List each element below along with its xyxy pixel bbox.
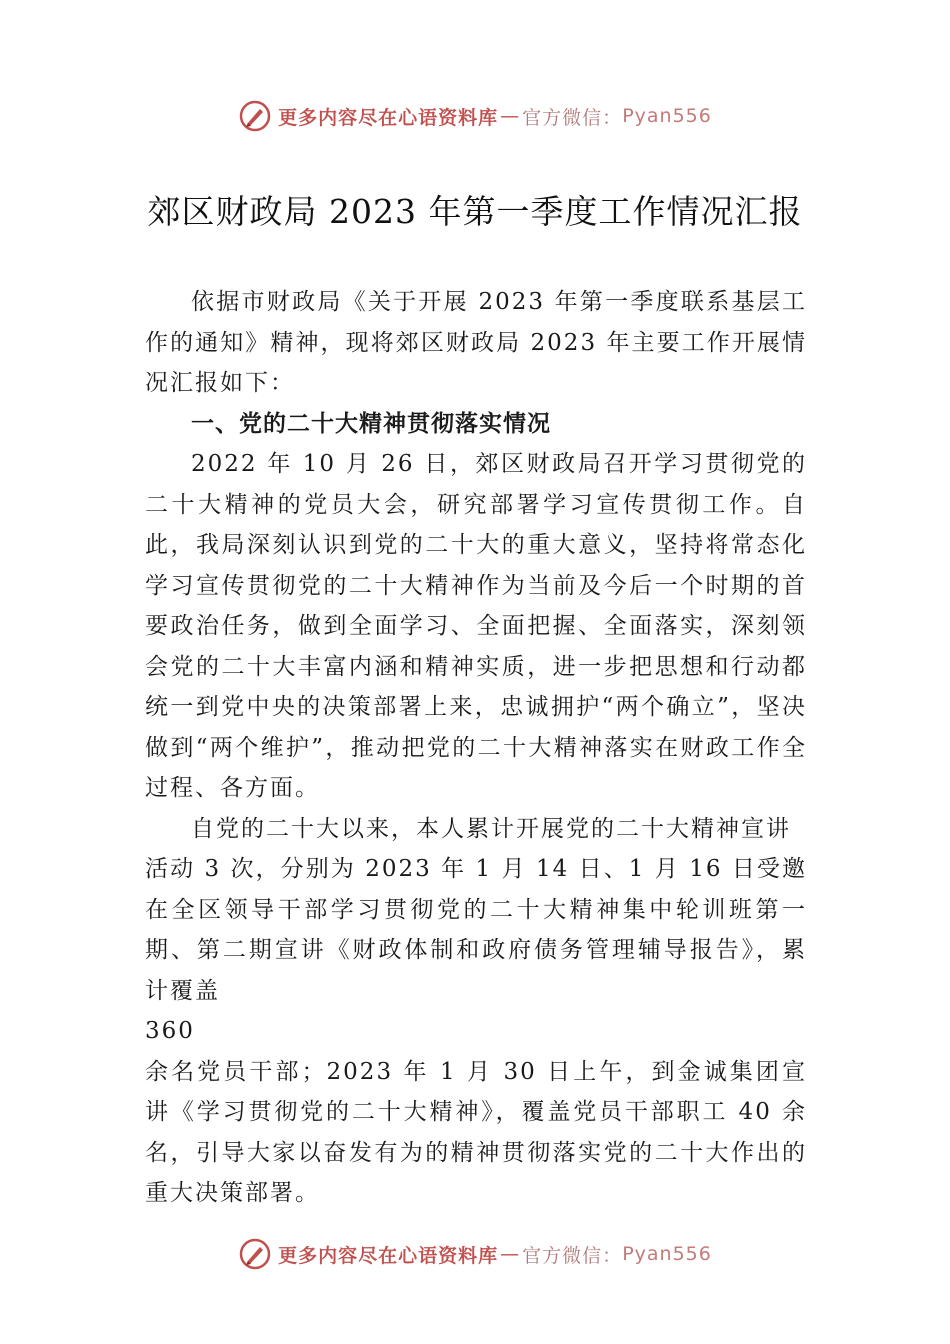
document-body — [145, 282, 807, 1214]
pen-logo-icon — [238, 99, 272, 133]
watermark-site-name: 更多内容尽在心语资料库 — [278, 1244, 499, 1267]
body-paragraph: 2022 年 10 月 26 日，郊区财政局召开学习贯彻党的二十大精神的党员大会，研究部署学习宣传贯彻工作。自此，我局深刻认识到党的二十大的重大意义，坚持将常态化学习宣传贯彻党的二十大精神作为当前及今后一个时期的首要政治任务，做到全面学习、全面把握、全面落实，深刻领会党的二十大丰富内涵和精神实质，进一步把思想和行动都统一到党中央的决策部署上来，忠诚拥护“两个确立”，坚决做到“两个维护”，推动把党的二十大精神落实在财政工作全过程、各方面。 — [145, 451, 807, 801]
watermark-wechat-label: 官方微信： — [522, 1244, 623, 1267]
section-heading: 一、党的二十大精神贯彻落实情况 — [191, 410, 551, 437]
body-paragraph-2-number: 360 — [145, 1018, 195, 1044]
document-title: 郊区财政局 2023 年第一季度工作情况汇报 — [147, 192, 803, 231]
watermark-site-name: 更多内容尽在心语资料库 — [278, 106, 499, 129]
watermark-header — [0, 96, 950, 136]
pen-logo-icon — [238, 1237, 272, 1271]
body-paragraph-2-start: 自党的二十大以来，本人累计开展党的二十大精神宣讲 — [191, 815, 791, 842]
intro-paragraph: 依据市财政局《关于开展 2023 年第一季度联系基层工作的通知》精神，现将郊区财政局 2023 年主要工作开展情况汇报如下： — [145, 289, 807, 396]
watermark-dash: — — [500, 1243, 521, 1265]
watermark-wechat-id: Pyan556 — [622, 1243, 712, 1265]
watermark-dash: — — [500, 105, 521, 127]
watermark-wechat-label: 官方微信： — [522, 106, 623, 129]
body-paragraph-2-continued: 活动 3 次，分别为 2023 年 1 月 14 日、1 月 16 日受邀在全区领导干部学习贯彻党的二十大精神集中轮训班第一期、第二期宣讲《财政体制和政府债务管理辅导报告》，累计覆盖 — [145, 856, 807, 1004]
watermark-footer — [0, 1234, 950, 1274]
watermark-wechat-id: Pyan556 — [622, 105, 712, 127]
body-paragraph-2-end: 余名党员干部；2023 年 1 月 30 日上午，到金诚集团宣讲《学习贯彻党的二十大精神》，覆盖党员干部职工 40 余名，引导大家以奋发有为的精神贯彻落实党的二十大作出的重大决策部署。 — [145, 1058, 807, 1206]
